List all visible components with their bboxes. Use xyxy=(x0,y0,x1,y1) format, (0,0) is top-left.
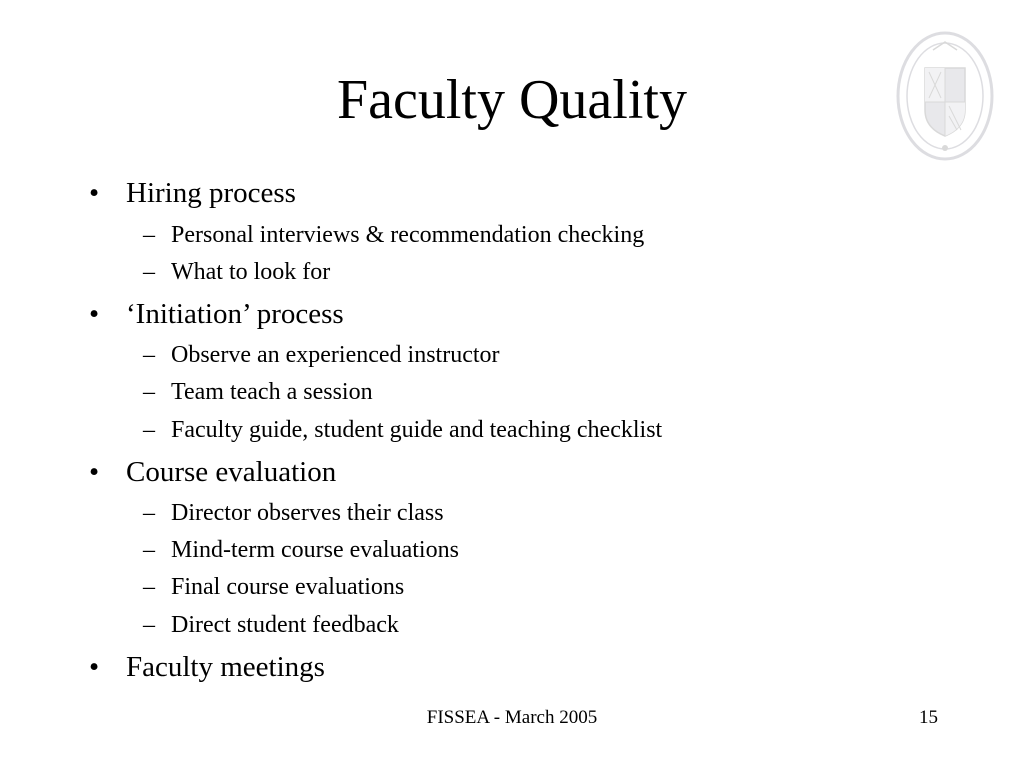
slide-title: Faculty Quality xyxy=(337,69,687,131)
dash-marker: – xyxy=(143,574,155,600)
sub-item-text: Team teach a session xyxy=(171,379,373,405)
sub-item-text: Director observes their class xyxy=(171,500,444,526)
bullet-text: Course evaluation xyxy=(126,456,337,488)
sub-item-text: Personal interviews & recommendation checking xyxy=(171,222,645,248)
sub-item-text: Observe an experienced instructor xyxy=(171,342,500,368)
dash-marker: – xyxy=(143,379,155,405)
bullet-text: Hiring process xyxy=(126,177,296,209)
dash-marker: – xyxy=(143,259,155,285)
bullet-marker: • xyxy=(89,298,100,330)
dash-marker: – xyxy=(143,417,155,443)
bullet-marker: • xyxy=(89,651,100,683)
sub-item-text: Direct student feedback xyxy=(171,612,399,638)
bullet-text: ‘Initiation’ process xyxy=(126,298,344,330)
bullet-marker: • xyxy=(89,456,100,488)
bullet-text: Faculty meetings xyxy=(126,651,325,683)
sub-item-text: Mind-term course evaluations xyxy=(171,537,459,563)
dash-marker: – xyxy=(143,612,155,638)
page-number: 15 xyxy=(919,707,938,728)
dash-marker: – xyxy=(143,342,155,368)
bullet-marker: • xyxy=(89,177,100,209)
footer-event: FISSEA - March 2005 xyxy=(426,707,598,728)
dash-marker: – xyxy=(143,222,155,248)
sub-item-text: Faculty guide, student guide and teaching checklist xyxy=(171,417,663,443)
sub-item-text: What to look for xyxy=(171,259,331,285)
sub-item-text: Final course evaluations xyxy=(171,574,405,600)
dash-marker: – xyxy=(143,500,155,526)
dash-marker: – xyxy=(143,537,155,563)
